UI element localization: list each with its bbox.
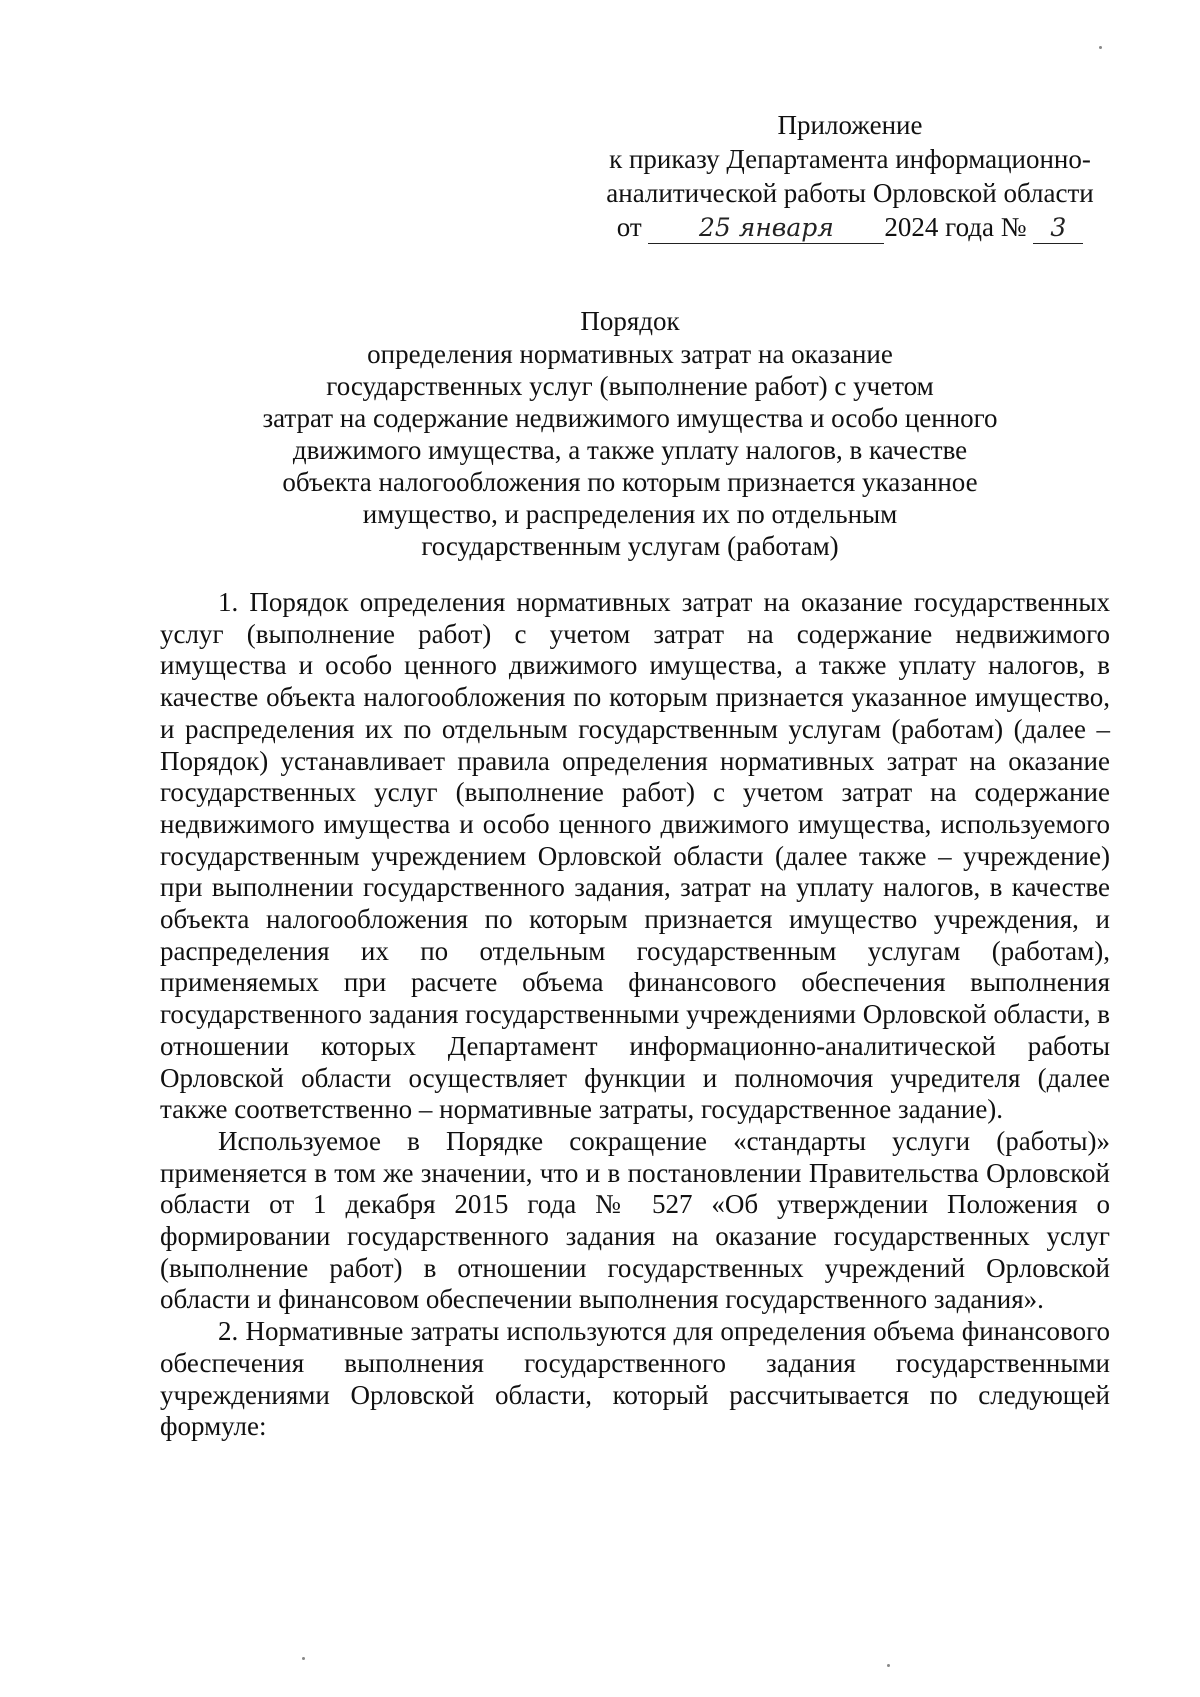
paragraph-2: 2. Нормативные затраты используются для определения объема финансового обеспечения выполнения государственного задания государственными учреждениями Орловской области, который рассчитывается по следующей формуле: — [160, 1316, 1110, 1442]
title-line: объекта налогообложения по которым признается указанное — [282, 467, 978, 497]
appendix-date-line — [585, 210, 1115, 244]
date-prefix: от — [616, 212, 642, 242]
appendix-header — [585, 108, 1115, 244]
title-line: государственным услугам (работам) — [421, 531, 839, 561]
title-line: государственных услуг (выполнение работ) с учетом — [326, 371, 934, 401]
document-title-block — [200, 305, 1060, 562]
handwritten-date: 25 января — [648, 213, 884, 244]
title-line: определения нормативных затрат на оказание — [367, 339, 893, 369]
handwritten-order-number: 3 — [1033, 213, 1083, 244]
paragraph-1: 1. Порядок определения нормативных затрат на оказание государственных услуг (выполнение работ) с учетом затрат на содержание недвижимого имущества и особо ценного движимого имущества, а также уплату налогов, в качестве объекта налогообложения по которым признается указанное имущество, и распределения их по отдельным государственным услугам (работам) (далее – Порядок) устанавливает правила определения нормативных затрат на оказание государственных услуг (выполнение работ) с учетом затрат на содержание недвижимого имущества и особо ценного движимого имущества, используемого государственным учреждением Орловской области (далее также – учреждение) при выполнении государственного задания, затрат на уплату налогов, в качестве объекта налогообложения по которым признается имущество учреждения, и распределения их по отдельным государственным услугам (работам), применяемых при расчете объема финансового обеспечения выполнения государственного задания государственными учреждениями Орловской области, в отношении которых Департамент информационно-аналитической работы Орловской области осуществляет функции и полномочия учредителя (далее также соответственно – нормативные затраты, государственное задание). — [160, 587, 1110, 1125]
scan-speck — [1099, 46, 1102, 49]
paragraph-abbreviation: Используемое в Порядке сокращение «стандарты услуги (работы)» применяется в том же значении, что и в постановлении Правительства Орловской области от 1 декабря 2015 года № 527 «Об утверждении Положения о формировании государственного задания на оказание государственных услуг (выполнение работ) в отношении государственных учреждений Орловской области и финансовом обеспечении выполнения государственного задания». — [160, 1125, 1110, 1315]
title-line: имущество, и распределения их по отдельным — [362, 499, 898, 529]
scan-speck — [302, 1657, 305, 1660]
document-body — [160, 587, 1110, 1443]
appendix-order-ref-line2: аналитической работы Орловской области — [606, 178, 1094, 208]
title-line: движимого имущества, а также уплату налогов, в качестве — [292, 435, 968, 465]
appendix-title: Приложение — [777, 110, 923, 140]
document-heading: Порядок — [580, 306, 680, 336]
title-line: затрат на содержание недвижимого имущества и особо ценного — [262, 403, 998, 433]
appendix-order-ref-line1: к приказу Департамента информационно- — [609, 144, 1091, 174]
year-text: 2024 года № — [884, 212, 1027, 242]
scan-speck — [887, 1664, 890, 1667]
